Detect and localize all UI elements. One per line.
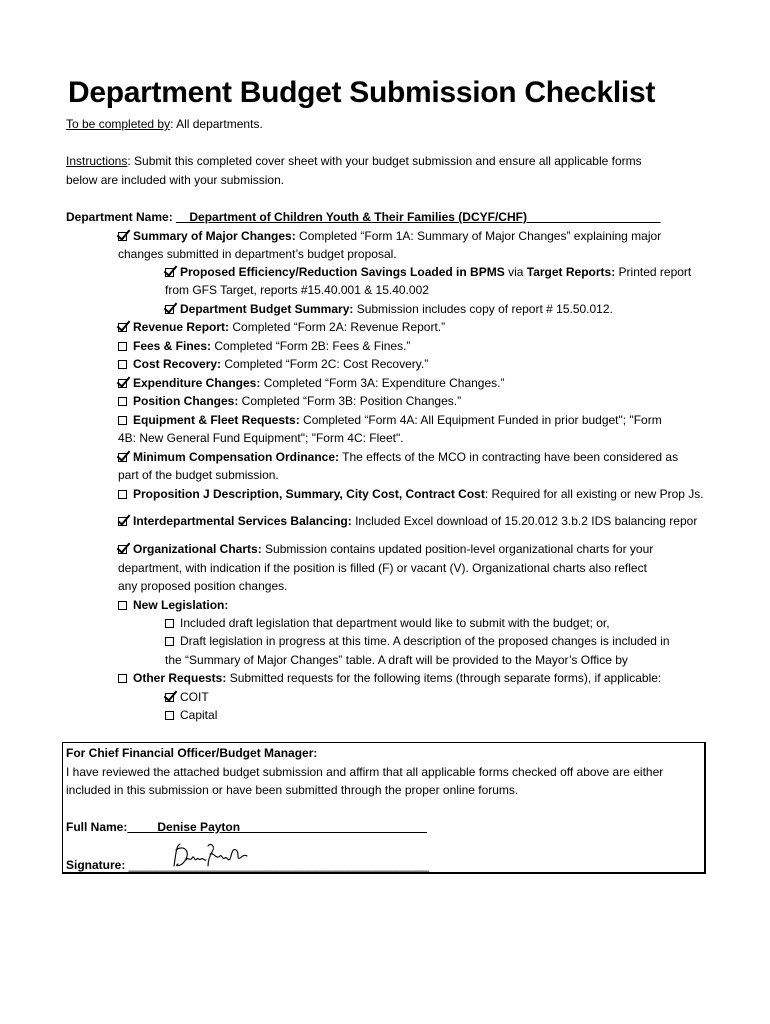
item-proposition-j: Proposition J Description, Summary, City Cost, Contract Cost: Required for all existing or new Prop Js. (118, 485, 704, 503)
item-legislation-progress: Draft legislation in progress at this time. A description of the proposed changes is included in (165, 632, 670, 650)
mco-checkbox[interactable] (118, 453, 127, 462)
handwritten-signature-image (170, 840, 250, 874)
legislation-progress-continuation: the “Summary of Major Changes” table. A draft will be provided to the Mayor’s Office by (165, 653, 628, 667)
item-new-legislation: New Legislation: (118, 596, 228, 614)
efficiency-checkbox[interactable] (165, 268, 174, 277)
capital-checkbox[interactable] (165, 711, 174, 720)
item-minimum-compensation: Minimum Compensation Ordinance: The effects of the MCO in contracting have been considered as (118, 448, 678, 466)
ids-checkbox[interactable] (118, 517, 127, 526)
leg-progress-checkbox[interactable] (165, 637, 174, 646)
item-expenditure-changes: Expenditure Changes: Completed “Form 3A: Expenditure Changes.” (118, 374, 504, 392)
item-ids-balancing: Interdepartmental Services Balancing: Included Excel download of 15.20.012 3.b.2 IDS balancing repor (118, 512, 708, 530)
coit-checkbox[interactable] (165, 693, 174, 702)
item-department-budget-summary: Department Budget Summary: Submission includes copy of report # 15.50.012. (165, 300, 613, 318)
org-charts-checkbox[interactable] (118, 545, 127, 554)
page-title: Department Budget Submission Checklist (68, 76, 656, 109)
item-position-changes: Position Changes: Completed “Form 3B: Position Changes.” (118, 392, 461, 410)
position-checkbox[interactable] (118, 397, 127, 406)
org-continuation-1: department, with indication if the position is filled (F) or vacant (V). Organizational charts also reflect (118, 561, 647, 575)
item-other-requests: Other Requests: Submitted requests for the following items (through separate forms), if applicable: (118, 669, 661, 687)
equipment-continuation: 4B: New General Fund Equipment"; "Form 4C: Fleet". (118, 431, 404, 445)
propj-checkbox[interactable] (118, 490, 127, 499)
department-name: Department Name: __Department of Children Youth & Their Families (DCYF/CHF)____________________ (66, 210, 661, 224)
legislation-checkbox[interactable] (118, 601, 127, 610)
cfo-line-1: I have reviewed the attached budget submission and affirm that all applicable forms checked off above are either (66, 765, 664, 779)
summary-checkbox[interactable] (118, 232, 127, 241)
item-efficiency-savings: Proposed Efficiency/Reduction Savings Loaded in BPMS via Target Reports: Printed report (165, 263, 691, 281)
other-requests-checkbox[interactable] (118, 674, 127, 683)
signature-field[interactable]: Signature: _____________________________________________ (66, 858, 429, 872)
item-coit: COIT (165, 688, 209, 706)
item-organizational-charts: Organizational Charts: Submission contains updated position-level organizational charts for your (118, 540, 653, 558)
dept-summary-checkbox[interactable] (165, 305, 174, 314)
item-cost-recovery: Cost Recovery: Completed “Form 2C: Cost Recovery.” (118, 355, 428, 373)
item-capital: Capital (165, 706, 217, 724)
efficiency-continuation: from GFS Target, reports #15.40.001 & 15.40.002 (165, 283, 429, 297)
item-legislation-draft: Included draft legislation that department would like to submit with the budget; or, (165, 614, 610, 632)
fees-checkbox[interactable] (118, 342, 127, 351)
leg-draft-checkbox[interactable] (165, 619, 174, 628)
mco-continuation: part of the budget submission. (118, 468, 279, 482)
item-revenue-report: Revenue Report: Completed “Form 2A: Revenue Report.” (118, 318, 445, 336)
instructions-line-1: Instructions: Submit this completed cover sheet with your budget submission and ensure all applicable forms (66, 154, 642, 168)
expenditure-checkbox[interactable] (118, 379, 127, 388)
org-continuation-2: any proposed position changes. (118, 579, 288, 593)
cfo-heading: For Chief Financial Officer/Budget Manager: (66, 746, 318, 760)
item-equipment-fleet: Equipment & Fleet Requests: Completed “Form 4A: All Equipment Funded in prior budget"; "Form (118, 411, 662, 429)
cost-recovery-checkbox[interactable] (118, 360, 127, 369)
summary-continuation: changes submitted in department’s budget proposal. (118, 247, 397, 261)
completed-by: To be completed by: All departments. (66, 117, 263, 131)
cfo-line-2: included in this submission or have been submitted through the proper online forums. (66, 783, 519, 797)
item-summary-major-changes: Summary of Major Changes: Completed “Form 1A: Summary of Major Changes” explaining major (118, 227, 661, 245)
instructions-line-2: below are included with your submission. (66, 173, 285, 187)
full-name-field[interactable]: Full Name: ____Denise Payton____________________________ (66, 820, 427, 834)
item-fees-fines: Fees & Fines: Completed “Form 2B: Fees & Fines.” (118, 337, 410, 355)
revenue-checkbox[interactable] (118, 323, 127, 332)
equipment-checkbox[interactable] (118, 416, 127, 425)
